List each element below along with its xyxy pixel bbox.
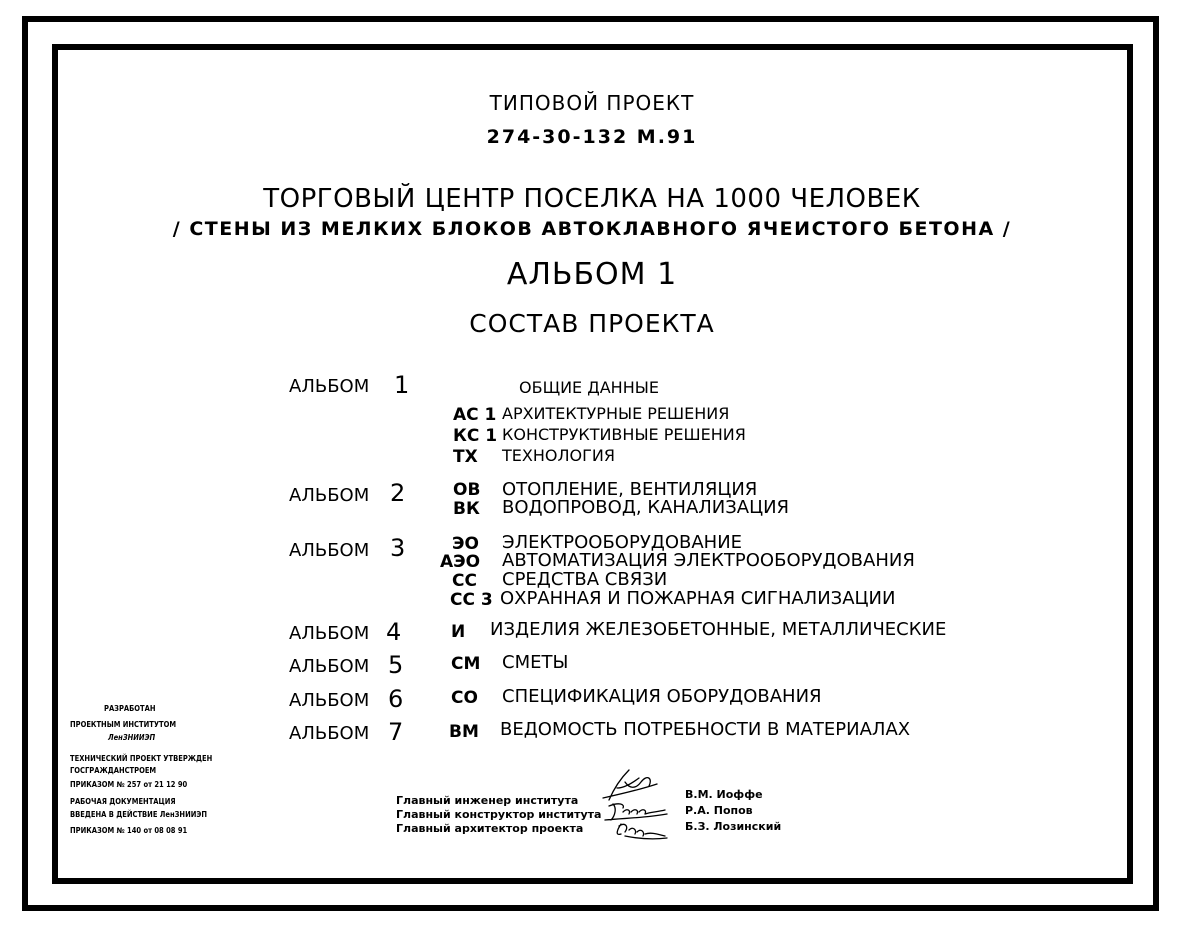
album-item-code: АЭО bbox=[440, 552, 481, 572]
album-item-text: АРХИТЕКТУРНЫЕ РЕШЕНИЯ bbox=[502, 404, 730, 423]
album-label: АЛЬБОМ bbox=[289, 690, 370, 711]
developer-line: РАЗРАБОТАН bbox=[104, 704, 156, 713]
album-item-code: ВМ bbox=[449, 722, 479, 742]
handwritten-signatures bbox=[595, 764, 685, 842]
album-item-text: ТЕХНОЛОГИЯ bbox=[502, 446, 615, 465]
developer-line: ЛенЗНИИЭП bbox=[108, 733, 156, 742]
album-item-text: ОХРАННАЯ И ПОЖАРНАЯ СИГНАЛИЗАЦИИ bbox=[500, 588, 896, 609]
album-item-code: ЭО bbox=[452, 534, 479, 554]
project-number: 274-30-132 М.91 bbox=[486, 126, 698, 148]
album-item-code: КС 1 bbox=[453, 426, 498, 446]
signature-role: Главный инженер института bbox=[396, 794, 579, 807]
album-item-text: АВТОМАТИЗАЦИЯ ЭЛЕКТРООБОРУДОВАНИЯ bbox=[502, 550, 915, 571]
album-item-text: ОБЩИЕ ДАННЫЕ bbox=[519, 378, 659, 397]
album-label: АЛЬБОМ bbox=[289, 656, 370, 677]
type-label: ТИПОВОЙ ПРОЕКТ bbox=[489, 91, 695, 115]
page-title: ТОРГОВЫЙ ЦЕНТР ПОСЕЛКА НА 1000 ЧЕЛОВЕК bbox=[263, 184, 921, 214]
signature-name: Р.А. Попов bbox=[685, 804, 753, 817]
album-label: АЛЬБОМ bbox=[289, 623, 370, 644]
album-item-text: КОНСТРУКТИВНЫЕ РЕШЕНИЯ bbox=[502, 425, 746, 444]
album-heading: АЛЬБОМ 1 bbox=[506, 257, 678, 292]
signature-role: Главный конструктор института bbox=[396, 808, 602, 821]
composition-heading: СОСТАВ ПРОЕКТА bbox=[469, 309, 715, 338]
album-label: АЛЬБОМ bbox=[289, 723, 370, 744]
signature-name: Б.З. Лозинский bbox=[685, 820, 782, 833]
album-number: 2 bbox=[390, 479, 406, 507]
album-item-text: ИЗДЕЛИЯ ЖЕЛЕЗОБЕТОННЫЕ, МЕТАЛЛИЧЕСКИЕ bbox=[490, 619, 947, 640]
album-item-text: ОТОПЛЕНИЕ, ВЕНТИЛЯЦИЯ bbox=[502, 479, 758, 500]
album-item-code: СО bbox=[451, 688, 478, 708]
album-label: АЛЬБОМ bbox=[289, 485, 370, 506]
developer-line: ТЕХНИЧЕСКИЙ ПРОЕКТ УТВЕРЖДЕН bbox=[70, 754, 213, 763]
album-number: 5 bbox=[388, 651, 404, 679]
developer-line: ПРИКАЗОМ № 257 от 21 12 90 bbox=[70, 780, 188, 789]
album-item-text: СРЕДСТВА СВЯЗИ bbox=[502, 569, 668, 590]
album-item-code: СМ bbox=[451, 654, 481, 674]
developer-line: ПРОЕКТНЫМ ИНСТИТУТОМ bbox=[70, 720, 177, 729]
album-item-text: ВОДОПРОВОД, КАНАЛИЗАЦИЯ bbox=[502, 497, 790, 518]
album-item-text: СПЕЦИФИКАЦИЯ ОБОРУДОВАНИЯ bbox=[502, 686, 822, 707]
album-number: 4 bbox=[386, 618, 402, 646]
album-label: АЛЬБОМ bbox=[289, 540, 370, 561]
signature-mark bbox=[617, 824, 667, 839]
album-item-code: СС bbox=[452, 571, 477, 591]
album-label: АЛЬБОМ bbox=[289, 376, 370, 397]
album-number: 6 bbox=[388, 685, 404, 713]
signature-mark bbox=[603, 770, 657, 800]
developer-line: ВВЕДЕНА В ДЕЙСТВИЕ ЛенЗНИИЭП bbox=[70, 810, 207, 819]
signature-name: В.М. Иоффе bbox=[685, 788, 763, 801]
album-item-code: И bbox=[451, 622, 466, 642]
developer-line: ГОСГРАЖДАНСТРОЕМ bbox=[70, 766, 157, 775]
album-item-code: АС 1 bbox=[453, 405, 497, 425]
album-item-text: ЭЛЕКТРООБОРУДОВАНИЕ bbox=[502, 532, 743, 553]
album-item-code: ВК bbox=[453, 499, 480, 519]
album-item-code: ТХ bbox=[453, 447, 478, 467]
signature-role: Главный архитектор проекта bbox=[396, 822, 584, 835]
signature-mark bbox=[605, 804, 667, 820]
album-item-code: ОВ bbox=[453, 480, 481, 500]
album-item-text: ВЕДОМОСТЬ ПОТРЕБНОСТИ В МАТЕРИАЛАХ bbox=[500, 719, 911, 740]
page-subtitle: / СТЕНЫ ИЗ МЕЛКИХ БЛОКОВ АВТОКЛАВНОГО ЯЧЕИСТОГО БЕТОНА / bbox=[172, 218, 1012, 240]
album-number: 3 bbox=[390, 534, 406, 562]
album-number: 1 bbox=[394, 371, 410, 399]
album-item-code: СС 3 bbox=[450, 590, 493, 610]
album-item-text: СМЕТЫ bbox=[502, 652, 569, 673]
album-number: 7 bbox=[388, 718, 404, 746]
developer-line: РАБОЧАЯ ДОКУМЕНТАЦИЯ bbox=[70, 797, 176, 806]
developer-line: ПРИКАЗОМ № 140 от 08 08 91 bbox=[70, 826, 188, 835]
